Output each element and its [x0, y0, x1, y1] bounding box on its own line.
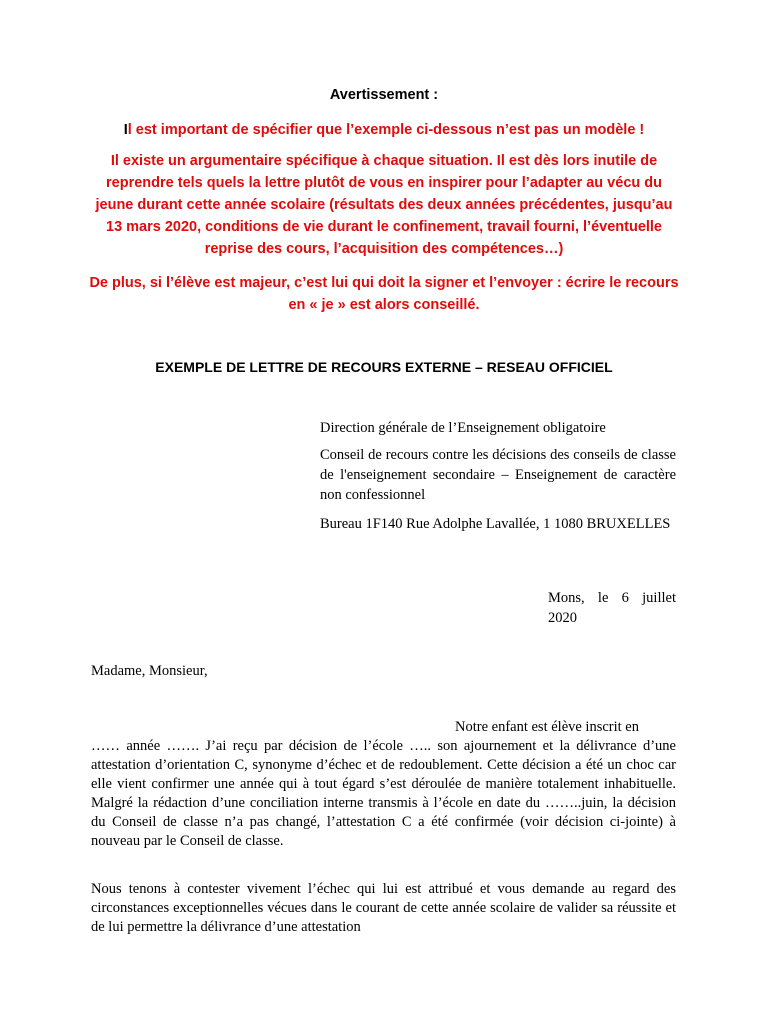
- warning-paragraph-2: Il existe un argumentaire spécifique à chaque situation. Il est dès lors inutile de reprendre tels quels la lettre plutôt de vous en inspirer pour l’adapter au vécu du jeune durant cette année scolaire (résultats des deux années précédentes, jusqu’au 13 mars 2020, conditions de vie durant le confinement, travail fourni, l’éventuelle reprise des cours, l’acquisition des compétences…): [95, 153, 673, 257]
- paragraph-1: …… année ……. J’ai reçu par décision de l’école ….. son ajournement et la délivrance d’une attestation d’orientation C, synonyme d’échec et de redoublement. Cette décision a été un choc car elle vient confirmer une année qui à tout égard s’est déroulée de manière totalement inhabituelle. Malgré la rédaction d’une conciliation interne transmis à l’école en date du ……..juin, la décision du Conseil de classe n’a pas changé, l’attestation C a été confirmée (voir décision ci-jointe) à nouveau par le Conseil de classe.: [91, 738, 676, 849]
- recipient-address: Bureau 1F140 Rue Adolphe Lavallée, 1 1080 BRUXELLES: [320, 516, 671, 532]
- warning-line-1-first-letter: I: [123, 122, 128, 138]
- warning-line-1-text: l est important de spécifier que l’exemple ci-dessous n’est pas un modèle !: [127, 122, 645, 138]
- paragraph-1-first-line: Notre enfant est élève inscrit en: [455, 719, 639, 735]
- warning-paragraph-3: De plus, si l’élève est majeur, c’est lui qui doit la signer et l’envoyer : écrire le recours en « je » est alors conseillé.: [89, 275, 679, 313]
- salutation: Madame, Monsieur,: [91, 663, 208, 679]
- recipient-line-1: Direction générale de l’Enseignement obligatoire: [320, 420, 606, 436]
- paragraph-2: Nous tenons à contester vivement l’échec qui lui est attribué et vous demande au regard des circonstances exceptionnelles vécues dans le courant de cette année scolaire de valider sa réussite et de lui permettre la délivrance d’une attestation: [91, 881, 676, 935]
- letter-date: Mons, le 6 juillet 2020: [548, 590, 676, 626]
- warning-line-1: [88, 119, 680, 141]
- recipient-line-2: Conseil de recours contre les décisions des conseils de classe de l'enseignement secondaire – Enseignement de caractère non confessionnel: [320, 447, 676, 503]
- warning-title: Avertissement :: [329, 87, 439, 103]
- document-title: EXEMPLE DE LETTRE DE RECOURS EXTERNE – RESEAU OFFICIEL: [155, 359, 613, 375]
